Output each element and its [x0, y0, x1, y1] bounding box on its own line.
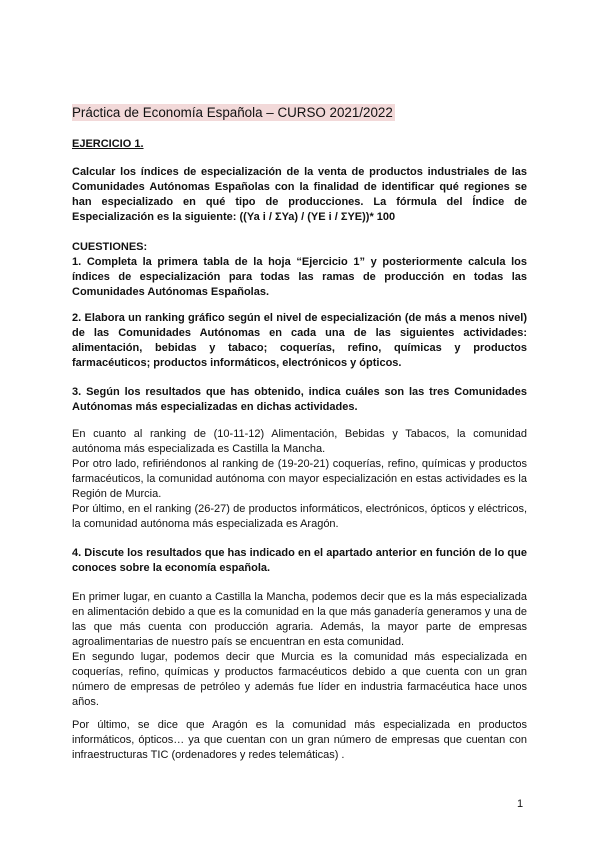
document-title — [72, 104, 395, 122]
answer-3-paragraph-3: Por último, en el ranking (26-27) de productos informáticos, electrónicos, ópticos y eléctricos, la comunidad autónoma más especializada es Aragón. — [72, 503, 527, 530]
intro-text: Calcular los índices de especialización de la venta de productos industriales de las Comunidades Autónomas Españolas con la finalidad de identificar qué regiones se han especializado en qué tipo de producciones. La fórmula del Índice de Especialización es la siguiente: ((Ya i / ΣYa) / (YE i / ΣYE))* 100 — [72, 166, 527, 223]
answer-4-paragraph-2: En segundo lugar, podemos decir que Murcia es la comunidad más especializada en coquerías, refino, químicas y productos farmacéuticos debido a que cuenta con un gran número de empresas de petróleo y además fue líder en industria farmacéutica hace unos años. — [72, 651, 527, 708]
intro-paragraph — [72, 165, 527, 225]
answer-4-block — [72, 590, 527, 710]
answer-4-final-block — [72, 718, 527, 763]
questions-label: CUESTIONES: — [72, 241, 148, 253]
question-3-block — [72, 385, 527, 415]
answer-3-paragraph-2: Por otro lado, refiriéndonos al ranking de (19-20-21) coquerías, refino, químicas y productos farmacéuticos, la comunidad autónoma con mayor especialización en estas actividades es la Región de Murcia. — [72, 458, 527, 500]
page-number: 1 — [517, 798, 524, 810]
question-4: 4. Discute los resultados que has indicado en el apartado anterior en función de lo que conoces sobre la economía española. — [72, 547, 527, 574]
document-title-text: Práctica de Economía Española – CURSO 2021/2022 — [72, 105, 393, 120]
answer-4-paragraph-1: En primer lugar, en cuanto a Castilla la Mancha, podemos decir que es la más especializada en alimentación debido a que es la comunidad en la que más ganadería generamos y una de las que más cuenta con producción agraria. Además, la mayor parte de empresas agroalimentarias de nuestro país se encuentran en esta comunidad. — [72, 591, 527, 648]
question-4-block — [72, 546, 527, 576]
exercise-label: EJERCICIO 1. — [72, 138, 144, 150]
question-1: 1. Completa la primera tabla de la hoja “Ejercicio 1” y posteriormente calcula los índices de especialización para todas las ramas de producción en todas las Comunidades Autónomas Españolas. — [72, 256, 527, 298]
answer-3-paragraph-1: En cuanto al ranking de (10-11-12) Alimentación, Bebidas y Tabacos, la comunidad autónoma más especializada es Castilla la Mancha. — [72, 428, 527, 455]
answer-4-paragraph-3: Por último, se dice que Aragón es la comunidad más especializada en productos informáticos, ópticos… ya que cuentan con un gran número de empresas que cuentan con infraestructuras TIC (ordenadores y redes telemáticas) . — [72, 719, 527, 761]
question-2-block — [72, 311, 527, 371]
questions-section — [72, 240, 527, 300]
question-3: 3. Según los resultados que has obtenido, indica cuáles son las tres Comunidades Autónomas más especializadas en dichas actividades. — [72, 386, 527, 413]
question-2: 2. Elabora un ranking gráfico según el nivel de especialización (de más a menos nivel) de las Comunidades Autónomas en cada una de las siguientes actividades: alimentación, bebidas y tabaco; coquerías, refino, químicas y productos farmacéuticos; productos informáticos, electrónicos y ópticos. — [72, 312, 527, 369]
answer-3-block — [72, 427, 527, 532]
